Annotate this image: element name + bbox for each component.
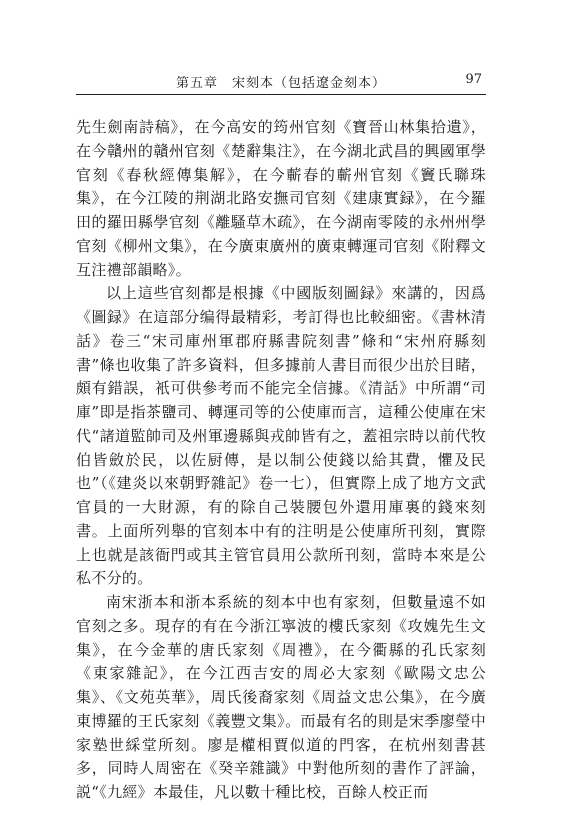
page-number: 97 [465,72,482,87]
chapter-title: 第五章 宋刻本（包括遼金刻本） [175,76,386,91]
paragraph-continued: 先生劍南詩稿》，在今高安的筠州官刻《寶晉山林集拾遺》，在今贛州的贛州官刻《楚辭集注》，在今湖北武昌的興國軍學官刻《春秋經傳集解》，在今蘄春的蘄州官刻《竇氏聯珠集》，在今江陵的荆湖北路安撫司官刻《建康實録》，在今羅田的羅田縣學官刻《離騷草木疏》，在今湖南零陵的永州州學官刻《柳州文集》，在今廣東廣州的廣東轉運司官刻《附釋文互注禮部韻略》。 [76,118,486,279]
paragraph: 南宋浙本和浙本系統的刻本中也有家刻，但數量遠不如官刻之多。現存的有在今浙江寧波的樓氏家刻《攻媿先生文集》，在今金華的唐氏家刻《周禮》，在今衢縣的孔氏家刻《東家雜記》，在今江西吉安的周必大家刻《歐陽文忠公集》、《文苑英華》，周氏後裔家刻《周益文忠公集》，在今廣東博羅的王氏家刻《義豐文集》。而最有名的則是宋季廖瑩中家塾世綵堂所刻。廖是權相賈似道的門客，在杭州刻書甚多，同時人周密在《癸辛雜識》中對他所刻的書作了評論，説“《九經》本最佳，凡以數十種比校，百餘人校正而 [76,593,486,801]
paragraph: 以上這些官刻都是根據《中國版刻圖録》來講的，因爲《圖録》在這部分编得最精彩，考訂得也比較細密。《書林清話》卷三“宋司庫州軍郡府縣書院刻書”條和“宋州府縣刻書”條也收集了許多資料，但多據前人書目而很少出於目睹，頗有錯誤，衹可供參考而不能完全信據。《清話》中所謂“司庫”即是指茶鹽司、轉運司等的公使庫而言，這種公使庫在宋代“諸道監帥司及州軍邊縣與戎帥皆有之，蓋祖宗時以前代牧伯皆斂於民，以佐厨傳，是以制公使錢以給其費，懼及民也”（《建炎以來朝野雜記》卷一七），但實際上成了地方文武官員的一大財源，有的除自己裝腰包外還用庫裏的錢來刻書。上面所列舉的官刻本中有的注明是公使庫所刊刻，實際上也就是該衙門或其主管官員用公款所刊刻，當時本來是公私不分的。 [76,284,486,588]
running-header [76,68,486,95]
body-text [76,116,486,805]
